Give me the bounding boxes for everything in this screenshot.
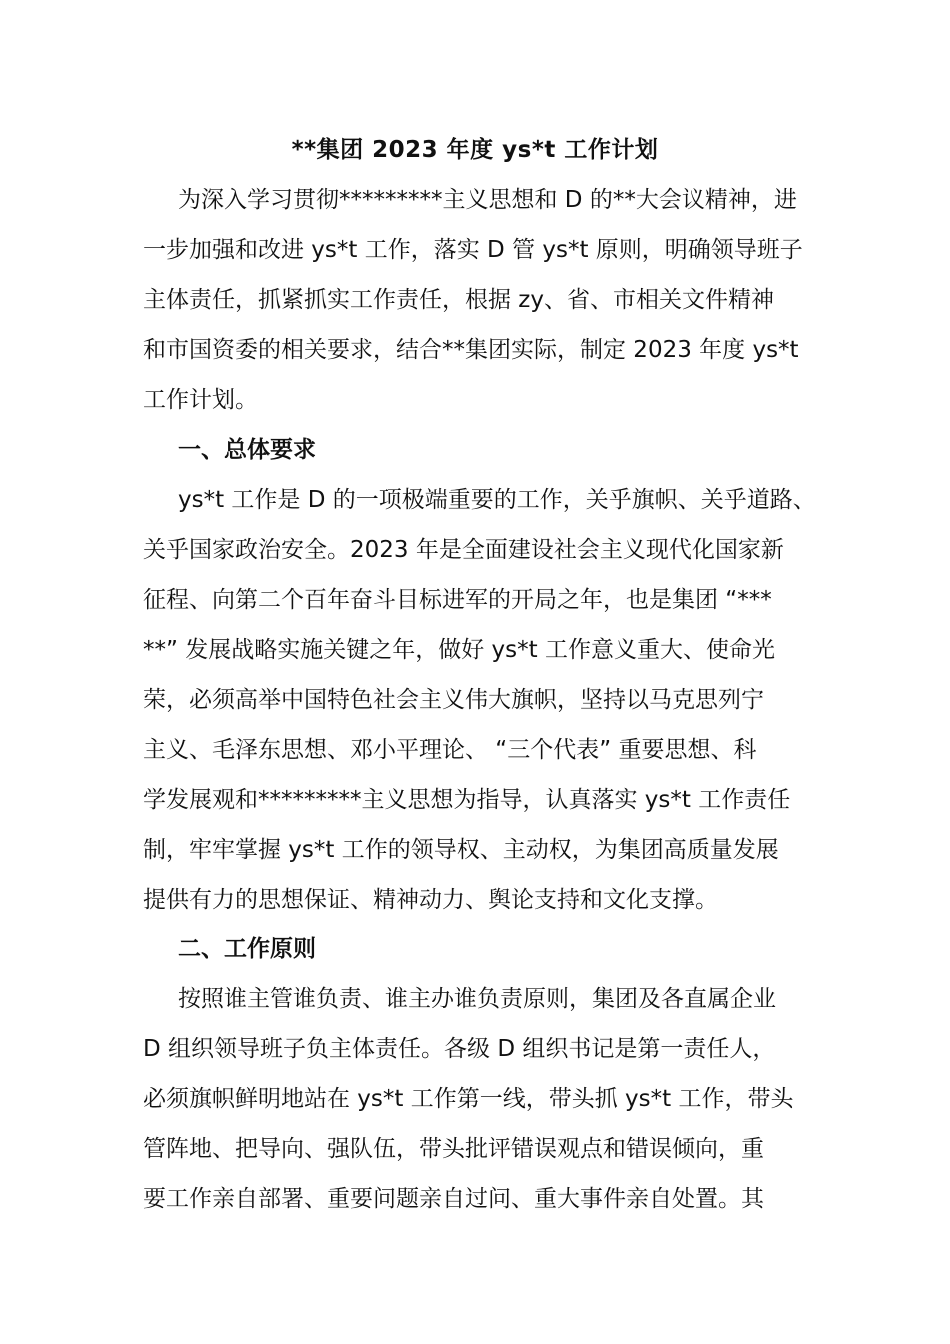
section1-line-1: ys*t 工作是 D 的一项极端重要的工作，关乎旗帜、关乎道路、 xyxy=(178,487,816,513)
intro-line-5: 工作计划。 xyxy=(143,387,258,413)
section2-line-2: D 组织领导班子负主体责任。各级 D 组织书记是第一责任人， xyxy=(143,1036,776,1062)
section1-line-9: 提供有力的思想保证、精神动力、舆论支持和文化支撑。 xyxy=(143,887,718,913)
section1-line-4: **” 发展战略实施关键之年，做好 ys*t 工作意义重大、使命光 xyxy=(143,637,775,663)
section2-line-1: 按照谁主管谁负责、谁主办谁负责原则，集团及各直属企业 xyxy=(178,986,776,1012)
section-heading-working-principles: 二、工作原则 xyxy=(178,936,316,962)
section2-line-5: 要工作亲自部署、重要问题亲自过问、重大事件亲自处置。其 xyxy=(143,1186,764,1212)
document-title: **集团 2023 年度 ys*t 工作计划 xyxy=(291,137,659,163)
intro-line-3: 主体责任，抓紧抓实工作责任，根据 zy、省、市相关文件精神 xyxy=(143,287,774,313)
intro-line-2: 一步加强和改进 ys*t 工作，落实 D 管 ys*t 原则，明确领导班子 xyxy=(143,237,803,263)
section-heading-overall-requirements: 一、总体要求 xyxy=(178,437,316,463)
section1-line-8: 制，牢牢掌握 ys*t 工作的领导权、主动权，为集团高质量发展 xyxy=(143,837,779,863)
section2-line-4: 管阵地、把导向、强队伍，带头批评错误观点和错误倾向，重 xyxy=(143,1136,764,1162)
section2-line-3: 必须旗帜鲜明地站在 ys*t 工作第一线，带头抓 ys*t 工作，带头 xyxy=(143,1086,794,1112)
section1-line-5: 荣，必须高举中国特色社会主义伟大旗帜，坚持以马克思列宁 xyxy=(143,687,764,713)
section1-line-7: 学发展观和*********主义思想为指导，认真落实 ys*t 工作责任 xyxy=(143,787,791,813)
intro-line-4: 和市国资委的相关要求，结合**集团实际，制定 2023 年度 ys*t xyxy=(143,337,799,363)
section1-line-2: 关乎国家政治安全。2023 年是全面建设社会主义现代化国家新 xyxy=(143,537,784,563)
intro-line-1: 为深入学习贯彻*********主义思想和 D 的**大会议精神，进 xyxy=(178,187,797,213)
section1-line-3: 征程、向第二个百年奋斗目标进军的开局之年，也是集团 “*** xyxy=(143,587,772,613)
section1-line-6: 主义、毛泽东思想、邓小平理论、 “三个代表” 重要思想、科 xyxy=(143,737,757,763)
